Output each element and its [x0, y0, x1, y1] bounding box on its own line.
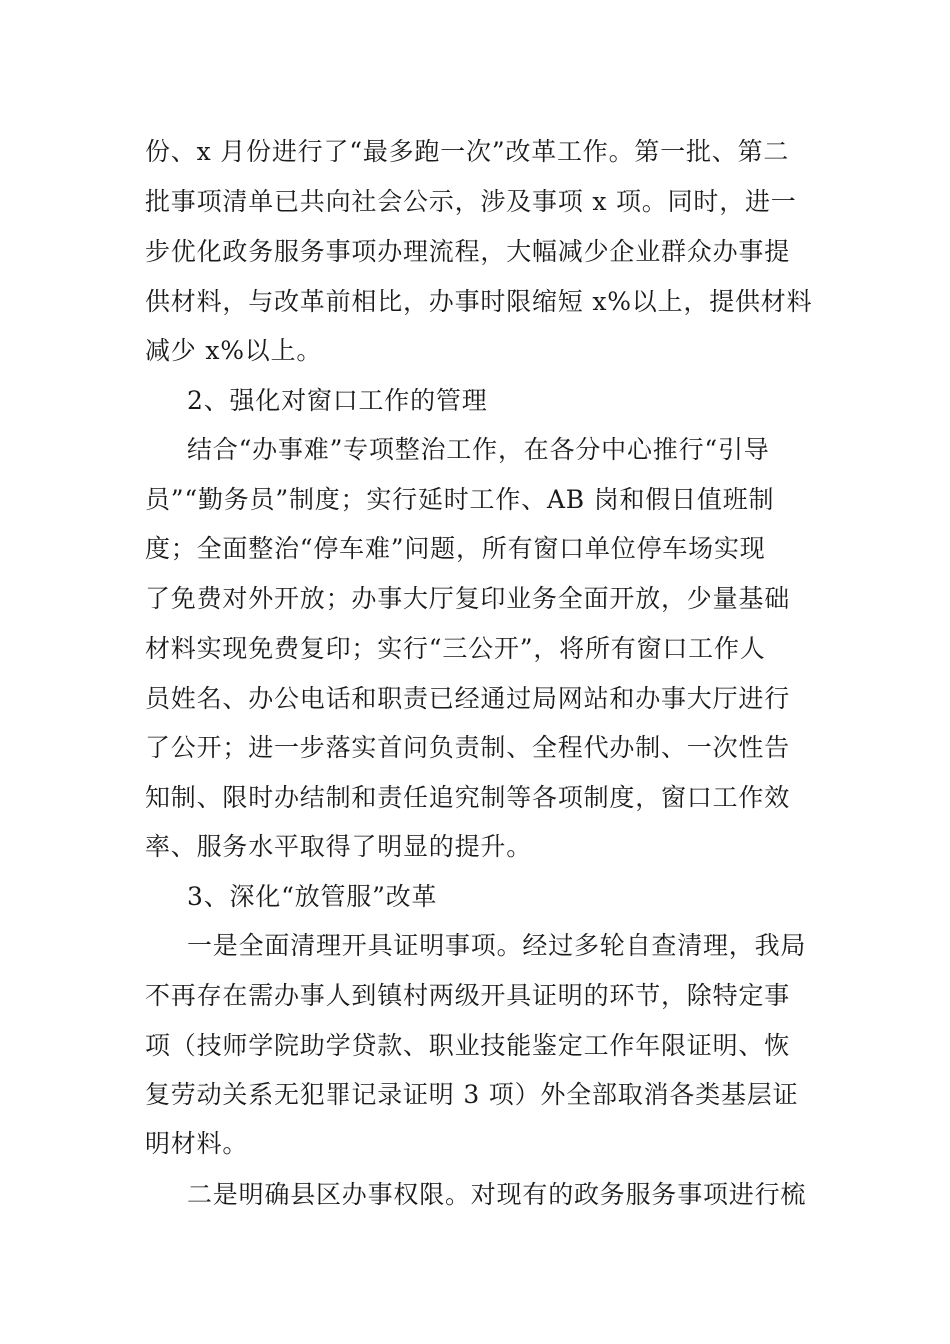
section-heading: 3、深化“放管服”改革 [187, 882, 438, 911]
paragraph-line: 率、服务水平取得了明显的提升。 [145, 832, 533, 861]
paragraph-line: 份、x 月份进行了“最多跑一次”改革工作。第一批、第二 [145, 137, 790, 166]
paragraph-line: 度；全面整治“停车难”问题，所有窗口单位停车场实现 [145, 534, 766, 563]
paragraph-line: 批事项清单已共向社会公示，涉及事项 x 项。同时，进一 [145, 187, 797, 216]
paragraph-line: 项（技师学院助学贷款、职业技能鉴定工作年限证明、恢 [145, 1031, 791, 1060]
paragraph-line: 不再存在需办事人到镇村两级开具证明的环节，除特定事 [145, 981, 791, 1010]
paragraph-line: 复劳动关系无犯罪记录证明 3 项）外全部取消各类基层证 [145, 1080, 799, 1109]
paragraph-line: 结合“办事难”专项整治工作，在各分中心推行“引导 [187, 435, 770, 464]
paragraph-line: 知制、限时办结制和责任追究制等各项制度，窗口工作效 [145, 783, 791, 812]
paragraph-line: 减少 x%以上。 [145, 336, 323, 365]
paragraph-line: 一是全面清理开具证明事项。经过多轮自查清理，我局 [187, 931, 807, 960]
section-heading: 2、强化对窗口工作的管理 [187, 386, 488, 415]
paragraph-line: 明材料。 [145, 1129, 249, 1158]
paragraph-line: 了免费对外开放；办事大厅复印业务全面开放，少量基础 [145, 584, 791, 613]
paragraph-line: 了公开；进一步落实首问负责制、全程代办制、一次性告 [145, 733, 791, 762]
paragraph-line: 供材料，与改革前相比，办事时限缩短 x%以上，提供材料 [145, 287, 813, 316]
paragraph-line: 材料实现免费复印；实行“三公开”，将所有窗口工作人 [145, 634, 766, 663]
paragraph-line: 二是明确县区办事权限。对现有的政务服务事项进行梳 [187, 1180, 807, 1209]
paragraph-line: 员姓名、办公电话和职责已经通过局网站和办事大厅进行 [145, 684, 791, 713]
paragraph-line: 员”“勤务员”制度；实行延时工作、AB 岗和假日值班制 [145, 485, 775, 514]
paragraph-line: 步优化政务服务事项办理流程，大幅减少企业群众办事提 [145, 237, 791, 266]
